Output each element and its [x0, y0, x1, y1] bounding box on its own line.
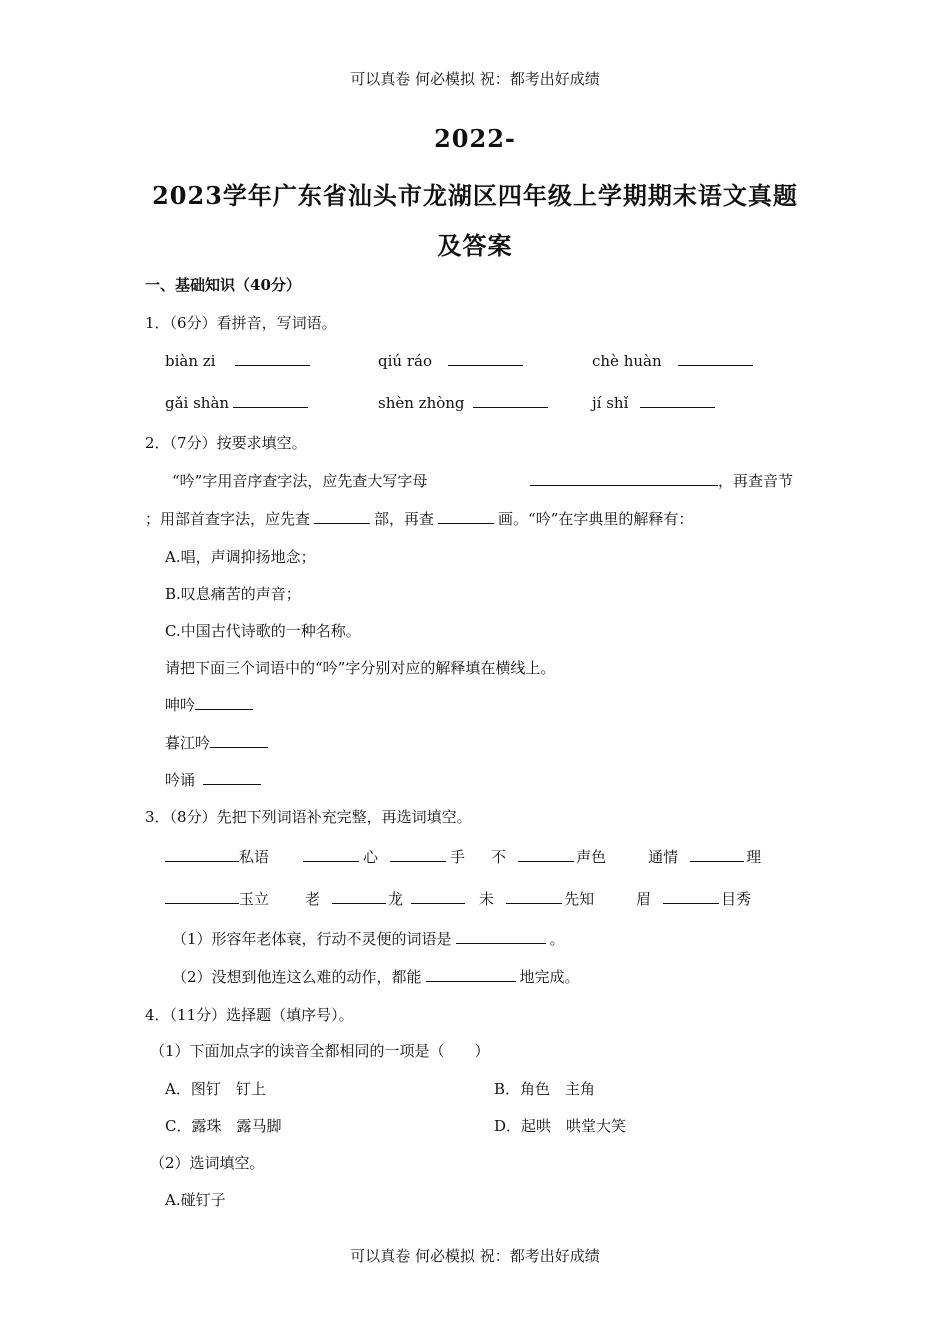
q2-option-a: A.唱，声调抑扬地念；	[165, 548, 316, 566]
answer-blank[interactable]	[411, 903, 465, 904]
answer-blank[interactable]	[233, 407, 308, 408]
q4-sub-2: （2）选词填空。	[150, 1154, 265, 1172]
pinyin-text: gǎi shàn	[165, 394, 230, 412]
q4-option-d: D．起哄 哄堂大笑	[494, 1117, 627, 1135]
q1-item-5	[378, 394, 548, 412]
answer-blank[interactable]	[314, 523, 370, 524]
title-line-1: 2022-	[434, 124, 516, 153]
pinyin-text: jí shǐ	[592, 394, 629, 412]
answer-blank[interactable]	[690, 861, 744, 862]
section-heading: 一、基础知识（40分）	[145, 276, 301, 294]
q1-item-3	[592, 352, 753, 370]
q3-row-1: 私语 心 手 不 声色 通情 理	[165, 846, 761, 867]
pinyin-text: biàn zi	[165, 352, 216, 370]
q3-sub-1: （1）形容年老体衰，行动不灵便的词语是 。	[172, 930, 565, 948]
q1-item-4	[165, 394, 308, 412]
answer-blank[interactable]	[165, 903, 239, 904]
answer-blank[interactable]	[332, 903, 386, 904]
q1-item-2	[378, 352, 523, 370]
q3-stem: 3．（8分）先把下列词语补充完整，再选词填空。	[145, 808, 472, 826]
answer-blank[interactable]	[448, 365, 523, 366]
answer-blank[interactable]	[165, 861, 239, 862]
q2-option-b: B.叹息痛苦的声音；	[165, 585, 301, 603]
answer-blank[interactable]	[456, 943, 546, 944]
q2-line-1a: “吟”字用音序查字法，应先查大写字母	[172, 472, 428, 490]
answer-blank[interactable]	[235, 365, 310, 366]
q4-sub-1: （1）下面加点字的读音全都相同的一项是（ ）	[150, 1042, 490, 1060]
q4-option-b: B．角色 主角	[494, 1080, 596, 1098]
pinyin-text: chè huàn	[592, 352, 662, 370]
q3-sub-2: （2）没想到他连这么难的动作，都能 地完成。	[172, 968, 580, 986]
q2-line-2: ；用部首查字法，应先查 部，再查 画。“吟”在字典里的解释有：	[145, 510, 694, 528]
title-line-3: 及答案	[437, 231, 513, 260]
q2-option-c: C.中国古代诗歌的一种名称。	[165, 622, 361, 640]
answer-blank[interactable]	[530, 485, 718, 486]
answer-blank[interactable]	[426, 981, 516, 982]
q4-stem: 4．（11分）选择题（填序号）。	[145, 1006, 354, 1024]
q1-item-1	[165, 352, 310, 370]
q2-word-1: 呻吟	[165, 694, 253, 715]
q2-word-2: 暮江吟	[165, 732, 268, 753]
answer-blank[interactable]	[640, 407, 715, 408]
answer-blank[interactable]	[473, 407, 548, 408]
answer-blank[interactable]	[195, 709, 253, 710]
page-header: 可以真卷 何必模拟 祝：都考出好成绩	[350, 70, 600, 88]
q1-item-6	[592, 394, 715, 412]
answer-blank[interactable]	[438, 523, 494, 524]
page-footer: 可以真卷 何必模拟 祝：都考出好成绩	[350, 1247, 600, 1265]
q4-choice-a: A.碰钉子	[165, 1191, 226, 1209]
q4-option-c: C．露珠 露马脚	[165, 1117, 282, 1135]
q4-option-a: A．图钉 钉上	[165, 1080, 266, 1098]
answer-blank[interactable]	[210, 747, 268, 748]
q1-stem: 1．（6分）看拼音，写词语。	[145, 314, 337, 332]
answer-blank[interactable]	[303, 861, 359, 862]
q2-line-1b: ，再查音节	[530, 470, 793, 491]
q3-row-2: 玉立 老 龙 未 先知 眉 目秀	[165, 888, 751, 909]
answer-blank[interactable]	[518, 861, 574, 862]
answer-blank[interactable]	[678, 365, 753, 366]
answer-blank[interactable]	[663, 903, 719, 904]
q2-word-3: 吟诵	[165, 769, 261, 790]
title-line-2: 2023学年广东省汕头市龙湖区四年级上学期期末语文真题	[152, 181, 798, 210]
answer-blank[interactable]	[506, 903, 562, 904]
pinyin-text: shèn zhòng	[378, 394, 465, 412]
answer-blank[interactable]	[390, 861, 446, 862]
q2-stem: 2．（7分）按要求填空。	[145, 434, 307, 452]
q2-instruction: 请把下面三个词语中的“吟”字分别对应的解释填在横线上。	[165, 659, 556, 677]
answer-blank[interactable]	[203, 784, 261, 785]
pinyin-text: qiú ráo	[378, 352, 432, 370]
